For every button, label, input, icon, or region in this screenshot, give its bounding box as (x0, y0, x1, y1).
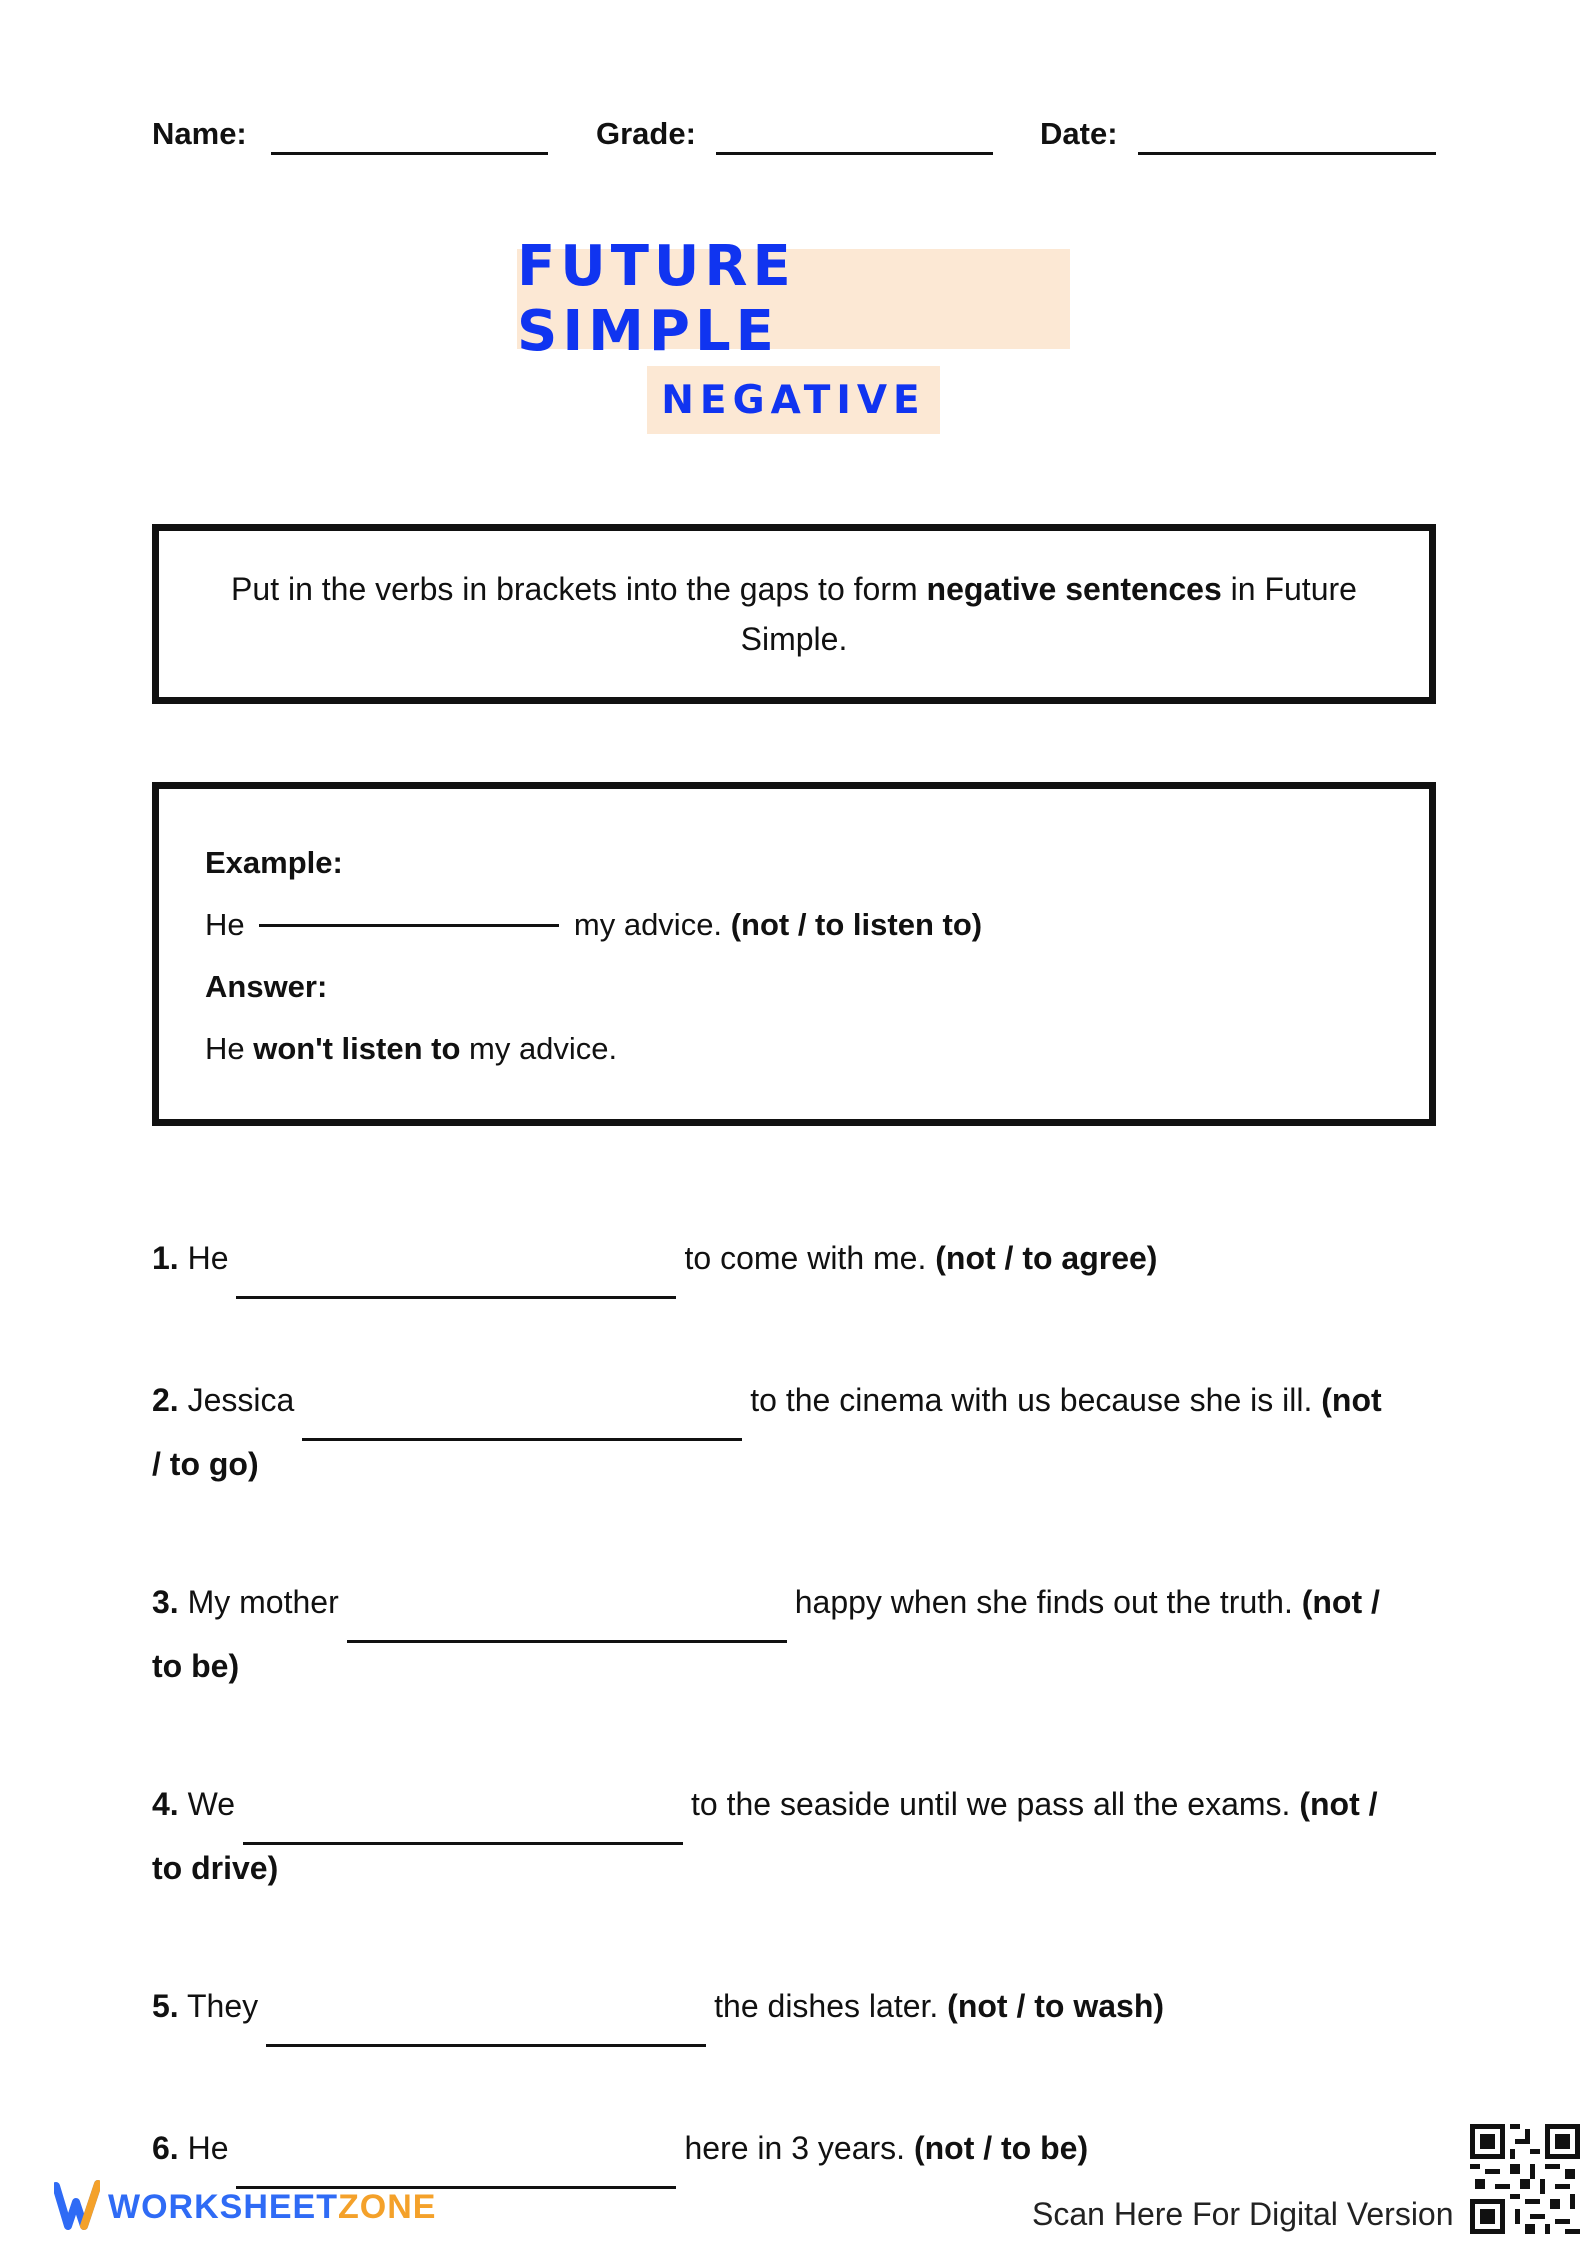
question-subject: We (187, 1786, 235, 1822)
question-rest: to the cinema with us because she is ill. (750, 1382, 1313, 1418)
question-hint: (not / (1301, 1584, 1380, 1620)
question-rest: to the seaside until we pass all the exams. (691, 1786, 1291, 1822)
example-blank (259, 924, 559, 927)
question-1 (152, 1226, 1452, 1290)
grade-field[interactable] (716, 152, 993, 155)
answer-bold: won't listen to (253, 1031, 461, 1066)
brand-name-a: WORKSHEET (108, 2188, 338, 2226)
scan-text: Scan Here For Digital Version (1032, 2196, 1454, 2232)
example-rest: my advice. (573, 907, 723, 942)
question-rest: the dishes later. (714, 1988, 939, 2024)
page-subtitle: NEGATIVE (661, 377, 926, 423)
question-rest: to come with me. (684, 1240, 927, 1276)
question-rest: happy when she finds out the truth. (794, 1584, 1293, 1620)
question-4 (152, 1772, 1452, 1900)
question-hint: (not (1321, 1382, 1382, 1418)
name-label: Name: (152, 116, 247, 151)
example-box (152, 782, 1436, 1126)
question-number: 6. (152, 2130, 179, 2166)
answer-blank-1[interactable] (236, 1296, 676, 1299)
question-rest: here in 3 years. (684, 2130, 906, 2166)
question-hint: (not / to wash) (947, 1988, 1165, 2024)
question-hint-cont: / to go) (152, 1446, 259, 1482)
date-label: Date: (1040, 116, 1118, 151)
question-6 (152, 2116, 1452, 2180)
question-subject: They (187, 1988, 259, 2024)
qr-code-icon[interactable] (1470, 2124, 1580, 2234)
question-subject: Jessica (187, 1382, 295, 1418)
grade-label: Grade: (596, 116, 696, 151)
title-banner (517, 234, 1070, 364)
question-2 (152, 1368, 1452, 1496)
answer-blank-3[interactable] (347, 1640, 787, 1643)
answer-label: Answer: (205, 969, 328, 1004)
name-field[interactable] (271, 152, 548, 155)
brand-name-b: ZONE (338, 2188, 437, 2226)
answer-blank-2[interactable] (302, 1438, 742, 1441)
answer-subject: He (205, 1031, 254, 1066)
worksheetzone-logo-icon (54, 2180, 100, 2237)
instructions-text (219, 564, 1369, 664)
example-sentence (205, 907, 982, 943)
subtitle-banner (647, 366, 940, 434)
instructions-before: Put in the verbs in brackets into the gaps to form (231, 571, 927, 607)
instructions-after: in Future Simple. (740, 571, 1357, 657)
question-subject: He (187, 2130, 229, 2166)
question-hint: (not / to be) (913, 2130, 1089, 2166)
question-3 (152, 1570, 1452, 1698)
answer-blank-5[interactable] (266, 2044, 706, 2047)
question-number: 1. (152, 1240, 179, 1276)
question-5 (152, 1974, 1452, 2038)
instructions-box (152, 524, 1436, 704)
question-subject: He (187, 1240, 229, 1276)
question-number: 2. (152, 1382, 179, 1418)
question-hint: (not / (1299, 1786, 1378, 1822)
question-number: 5. (152, 1988, 179, 2024)
question-number: 3. (152, 1584, 179, 1620)
question-number: 4. (152, 1786, 179, 1822)
question-subject: My mother (187, 1584, 339, 1620)
answer-sentence (205, 1031, 617, 1067)
answer-rest: my advice. (460, 1031, 618, 1066)
page-title: FUTURE SIMPLE (517, 234, 796, 364)
example-subject: He (205, 907, 245, 942)
answer-blank-4[interactable] (243, 1842, 683, 1845)
example-label: Example: (205, 845, 343, 880)
question-hint-cont: to drive) (152, 1850, 279, 1886)
brand-name (108, 2188, 436, 2227)
instructions-bold: negative sentences (926, 571, 1222, 607)
example-hint: (not / to listen to) (730, 907, 983, 942)
question-hint: (not / to agree) (935, 1240, 1158, 1276)
question-hint-cont: to be) (152, 1648, 240, 1684)
date-field[interactable] (1138, 152, 1436, 155)
